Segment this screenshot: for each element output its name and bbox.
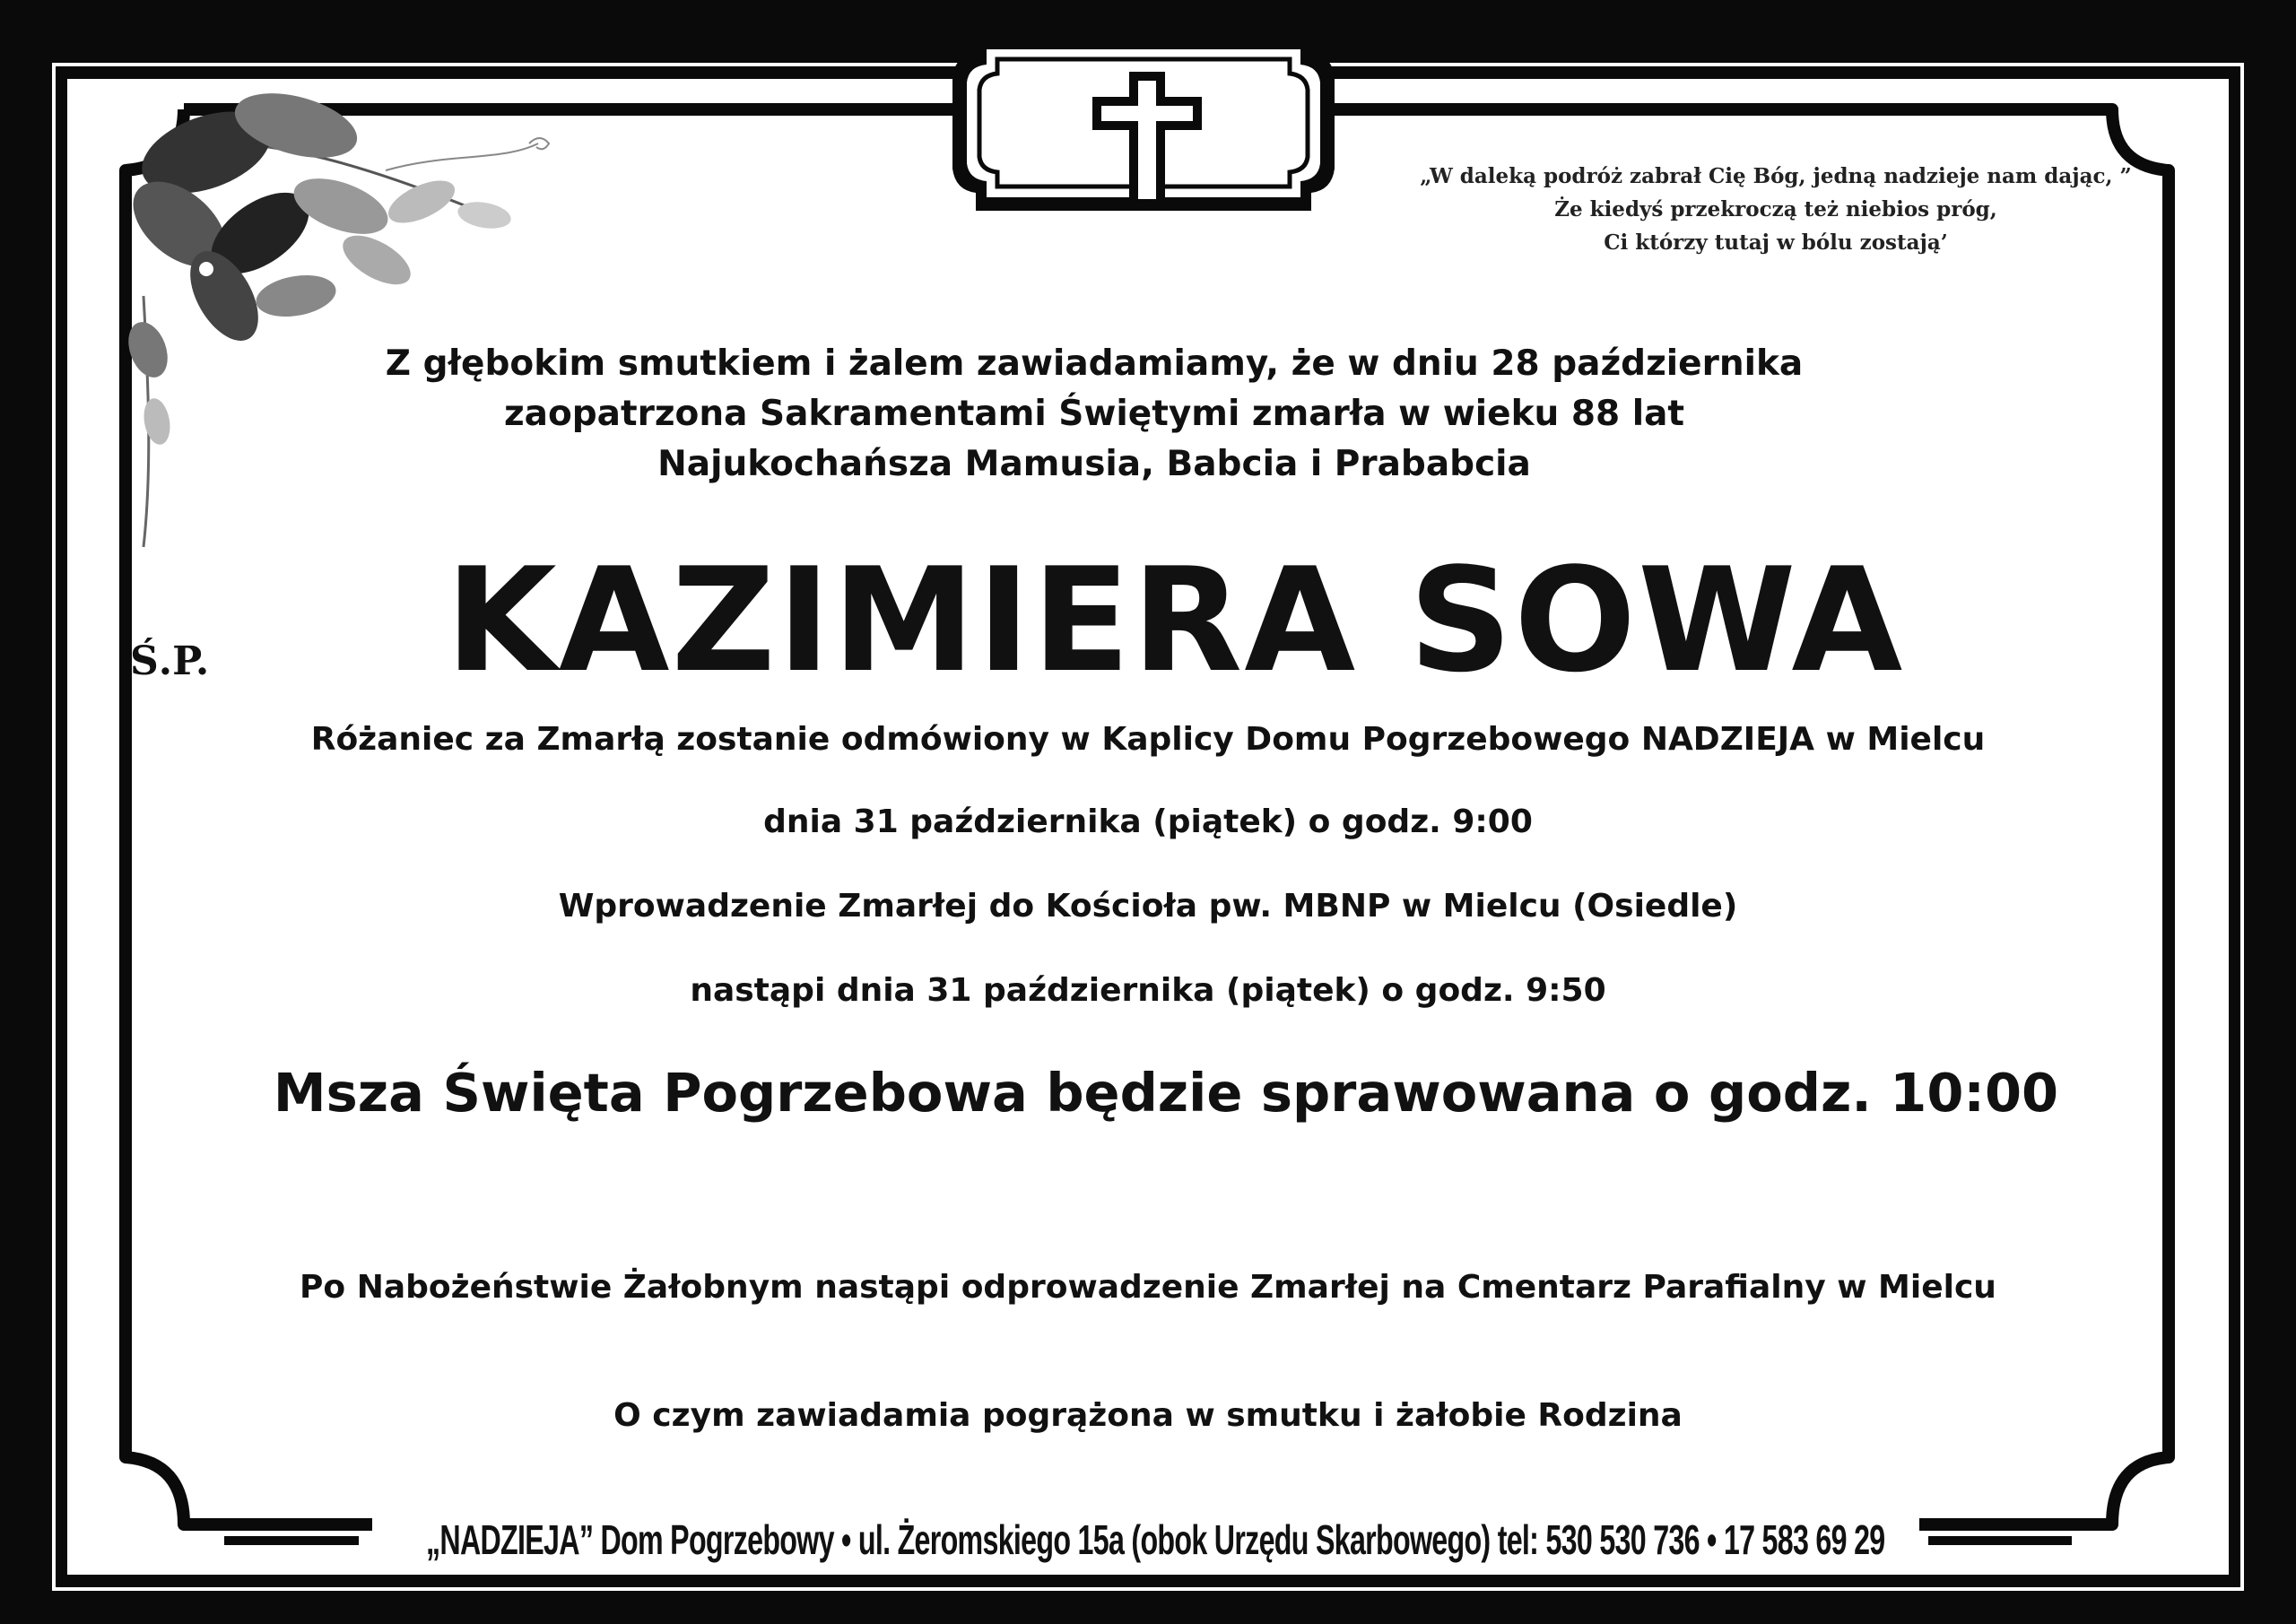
family-signature-line: O czym zawiadamia pogrążona w smutku i żałobie Rodzina	[613, 1397, 1683, 1434]
deceased-name: KAZIMIERA SOWA	[445, 536, 1905, 704]
memorial-quote	[1327, 160, 2224, 259]
rosary-date-line: dnia 31 października (piątek) o godz. 9:00	[763, 803, 1533, 840]
rosary-line: Różaniec za Zmarłą zostanie odmówiony w Kaplicy Domu Pogrzebowego NADZIEJA w Mielcu	[310, 721, 1986, 758]
announcement-intro	[341, 339, 1848, 490]
quote-line-2: Że kiedyś przekroczą też niebios próg,	[1554, 197, 1997, 221]
burial-line: Po Nabożeństwie Żałobnym nastąpi odprowadzenie Zmarłej na Cmentarz Parafialny w Mielcu	[300, 1269, 1996, 1306]
funeral-home-footer: „NADZIEJA” Dom Pogrzebowy • ul. Żeromskiego 15a (obok Urzędu Skarbowego) tel: 530 530 736 • 17 583 69 29	[426, 1516, 1885, 1563]
quote-line-1: „W daleką podróż zabrał Cię Bóg, jedną nadzieje nam dając, ”	[1420, 164, 2132, 188]
deceased-prefix: Ś.P.	[130, 638, 210, 684]
intro-line-3: Najukochańsza Mamusia, Babcia i Prababcia	[657, 444, 1531, 484]
funeral-mass-line: Msza Święta Pogrzebowa będzie sprawowana o godz. 10:00	[273, 1062, 2059, 1124]
intro-line-2: zaopatrzona Sakramentami Świętymi zmarła w wieku 88 lat	[503, 394, 1685, 434]
church-entry-line: Wprowadzenie Zmarłej do Kościoła pw. MBNP w Mielcu (Osiedle)	[558, 888, 1738, 925]
church-entry-date-line: nastąpi dnia 31 października (piątek) o godz. 9:50	[690, 972, 1606, 1009]
quote-line-3: Ci którzy tutaj w bólu zostają’	[1604, 230, 1948, 255]
intro-line-1: Z głębokim smutkiem i żalem zawiadamiamy, że w dniu 28 października	[385, 343, 1804, 384]
